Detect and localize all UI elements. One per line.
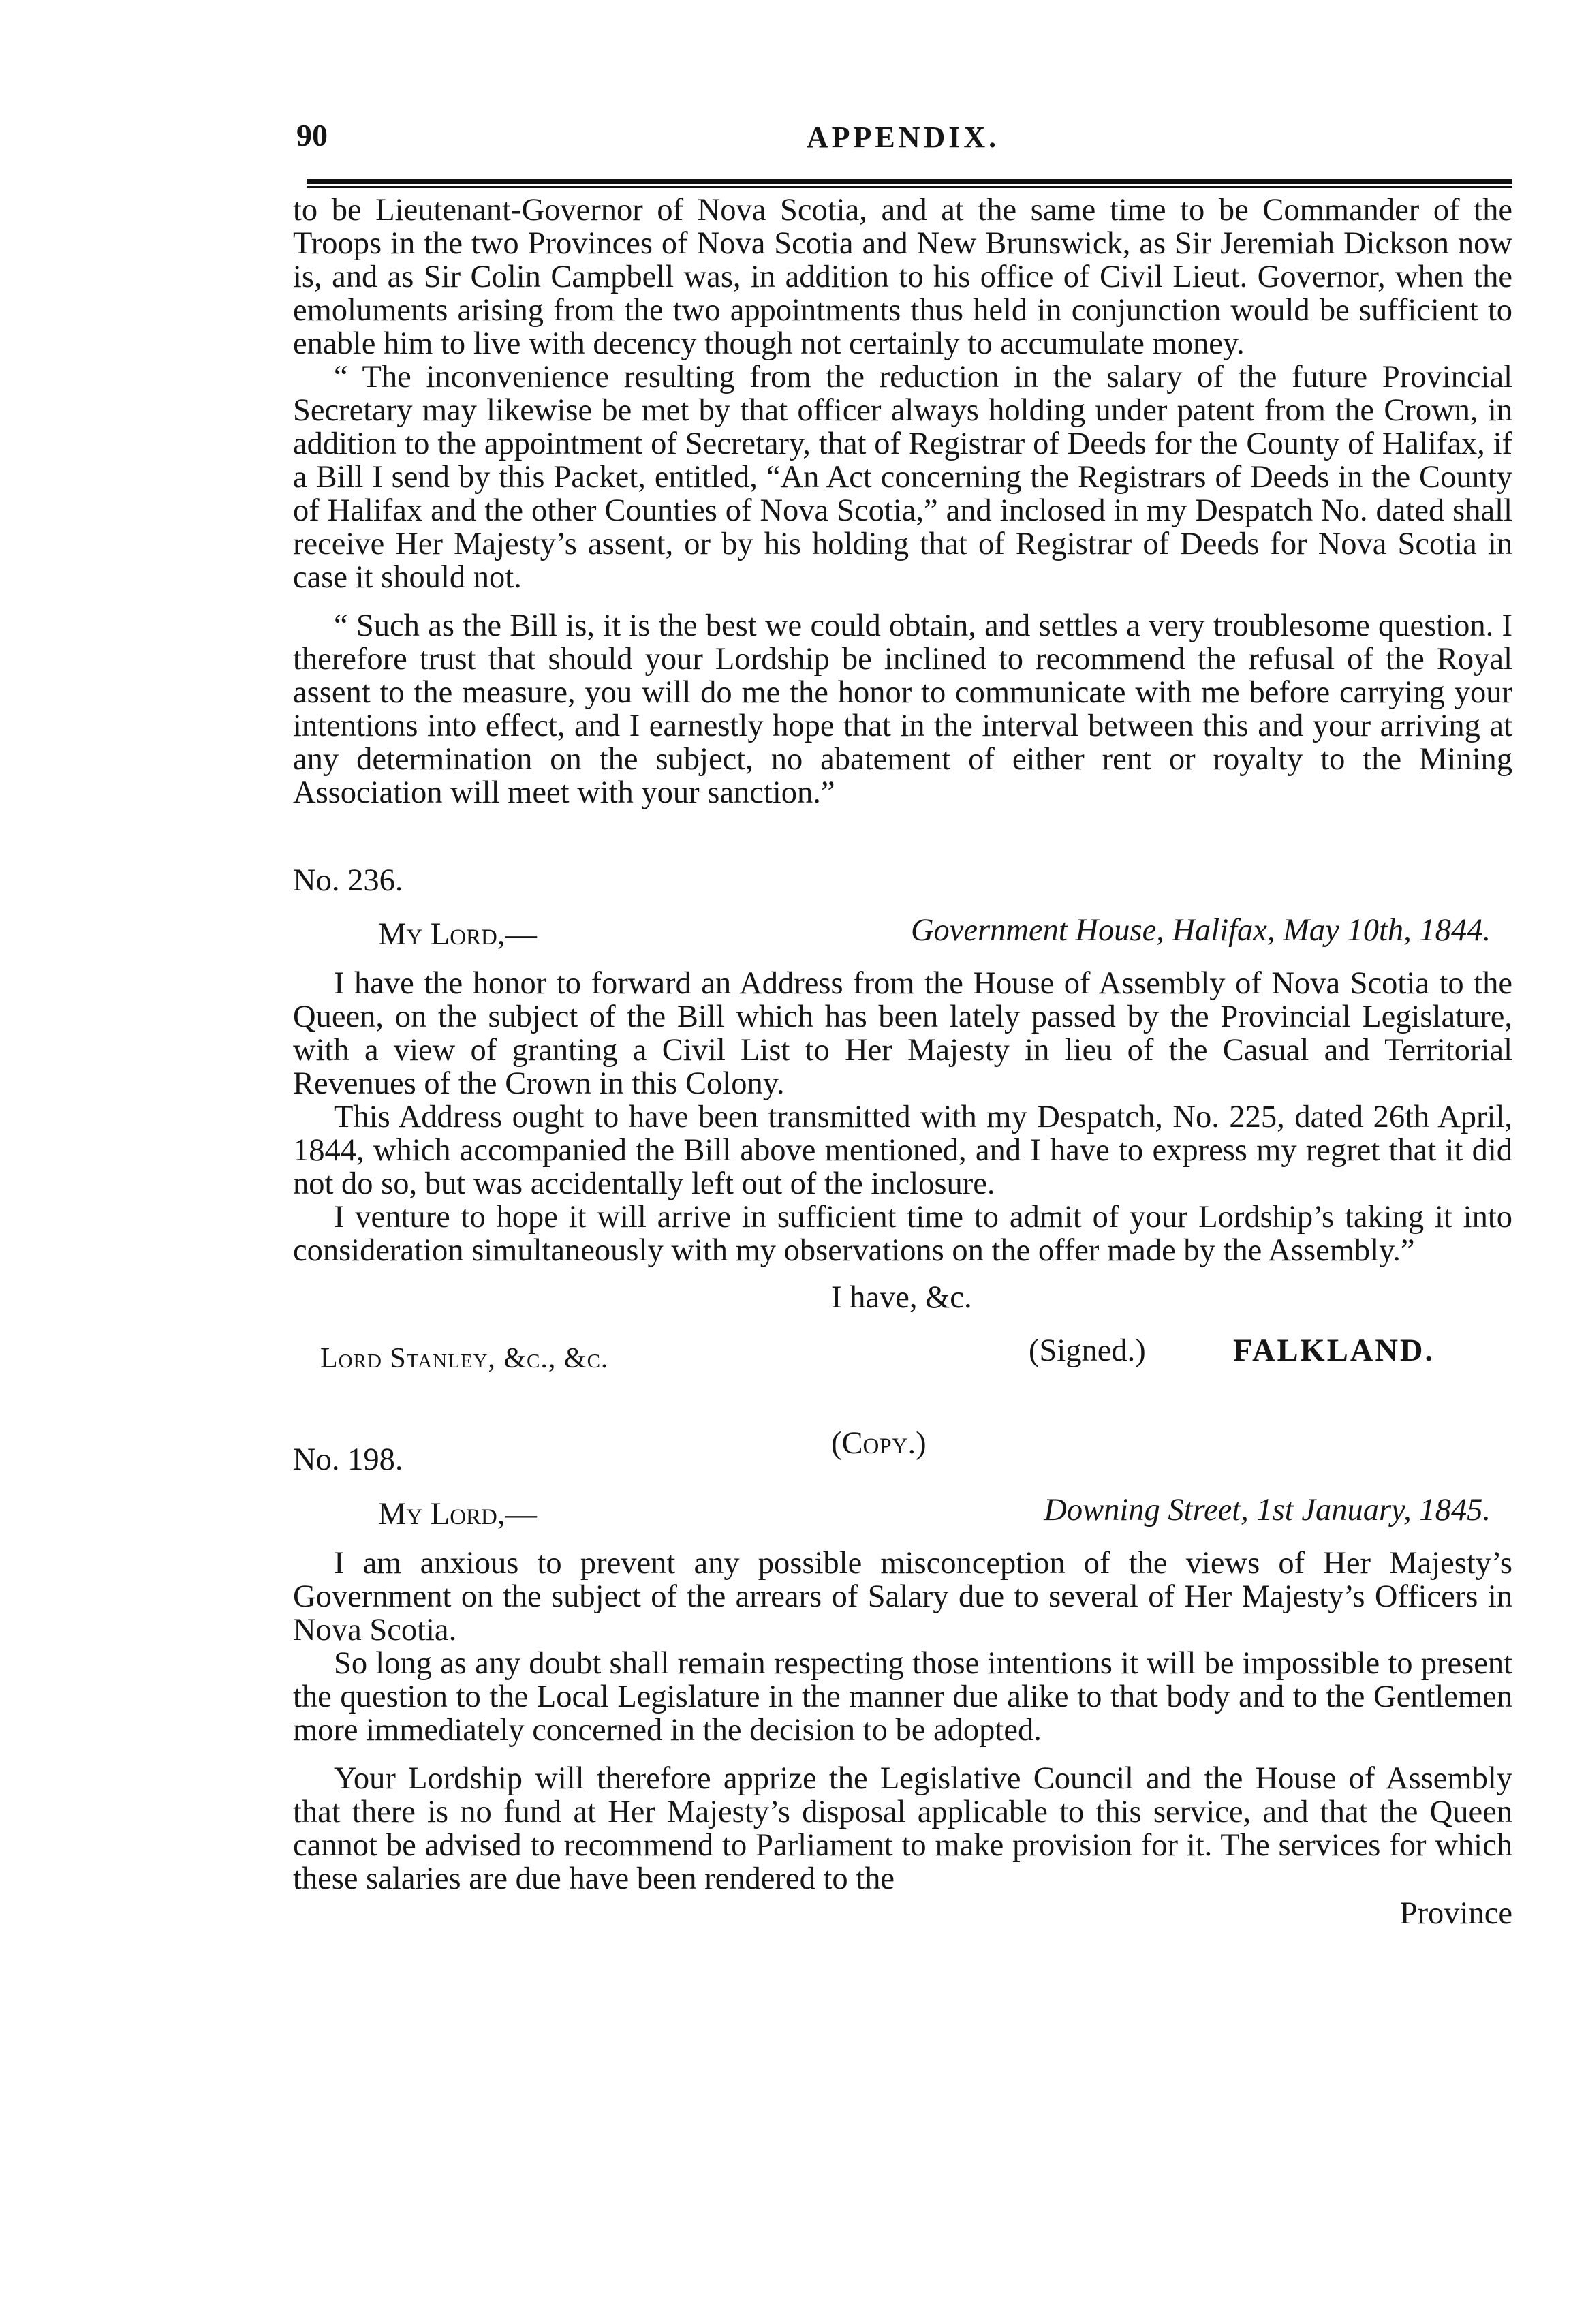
copy-mark: (Copy.) xyxy=(831,1426,927,1461)
closing: I have, &c. xyxy=(831,1280,972,1315)
catchword: Province xyxy=(1399,1896,1512,1931)
salutation-row xyxy=(293,1493,1512,1537)
continuation-paragraph: “ Such as the Bill is, it is the best we could obtain, and settles a very troublesome question. I therefore trust that should your Lordship be inclined to recommend the refusal of the Royal assent to the measure, you will do me the honor to communicate with me before carrying your intentions into effect, and I earnestly hope that in the interval between this and your arriving at any determination on the subject, no abatement of either rent or royalty to the Mining Association will meet with your sanction.” xyxy=(293,608,1512,810)
closing-row xyxy=(293,1281,1512,1324)
letter-paragraph: So long as any doubt shall remain respecting those intentions it will be impossible to present the question to the Local Legislature in the manner due alike to that body and to the Gentlemen more immediately concerned in the decision to be adopted. xyxy=(293,1646,1512,1748)
continuation-paragraph: “ The inconvenience resulting from the reduction in the salary of the future Provincial Secretary may likewise be met by that officer always holding under patent from the Crown, in addition to the appointment of Secretary, that of Registrar of Deeds for the County of Halifax, if a Bill I send by this Packet, entitled, “An Act concerning the Registrars of Deeds in the County of Halifax and the other Counties of Nova Scotia,” and inclosed in my Despatch No. dated shall receive Her Majesty’s assent, or by his holding that of Registrar of Deeds for Nova Scotia in case it should not. xyxy=(293,360,1512,595)
signer-name: FALKLAND. xyxy=(1233,1333,1435,1368)
copy-heading-row xyxy=(293,1426,1512,1477)
place-date: Government House, Halifax, May 10th, 1844. xyxy=(910,913,1491,948)
letter-paragraph: I am anxious to prevent any possible misconception of the views of Her Majesty’s Government on the subject of the arrears of Salary due to several of Her Majesty’s Officers in Nova Scotia. xyxy=(293,1546,1512,1647)
continuation-paragraph: to be Lieutenant-Governor of Nova Scotia, and at the same time to be Commander of the Troops in the two Provinces of Nova Scotia and New Brunswick, as Sir Jeremiah Dickson now is, and as Sir Colin Campbell was, in addition to his office of Civil Lieut. Governor, when the emoluments arising from the two appointments thus held in conjunction would be sufficient to enable him to live with decency though not certainly to accumulate money. xyxy=(293,193,1512,361)
page-body xyxy=(293,193,1512,1930)
signature-row xyxy=(293,1334,1512,1382)
running-head: APPENDIX. xyxy=(806,121,1000,154)
place-date: Downing Street, 1st January, 1845. xyxy=(1044,1493,1491,1528)
addressee: Lord Stanley, &c., &c. xyxy=(320,1343,609,1374)
letter-paragraph: This Address ought to have been transmitted with my Despatch, No. 225, dated 26th April, 1844, which accompanied the Bill above mentioned, and I have to express my regret that it did not do so, but was accidentally left out of the inclosure. xyxy=(293,1100,1512,1201)
salutation: My Lord,— xyxy=(378,1497,538,1532)
letter-paragraph: I venture to hope it will arrive in sufficient time to admit of your Lordship’s taking it into consideration simultaneously with my observations on the offer made by the Assembly.” xyxy=(293,1200,1512,1268)
despatch-number: No. 198. xyxy=(293,1442,403,1477)
salutation: My Lord,— xyxy=(378,917,538,952)
signed-mark: (Signed.) xyxy=(1029,1333,1146,1368)
salutation-row xyxy=(293,914,1512,957)
despatch-number: No. 236. xyxy=(293,863,403,898)
letter-paragraph: Your Lordship will therefore apprize the Legislative Council and the House of Assembly that there is no fund at Her Majesty’s disposal applicable to this service, and that the Queen cannot be advised to recommend to Parliament to make provision for it. The services for which these salaries are due have been rendered to the xyxy=(293,1761,1512,1896)
header-rule xyxy=(307,179,1512,188)
page-number: 90 xyxy=(296,118,328,153)
letter-paragraph: I have the honor to forward an Address from the House of Assembly of Nova Scotia to the Queen, on the subject of the Bill which has been lately passed by the Provincial Legislature, with a view of granting a Civil List to Her Majesty in lieu of the Casual and Territorial Revenues of the Crown in this Colony. xyxy=(293,966,1512,1101)
page-header xyxy=(296,117,1510,165)
